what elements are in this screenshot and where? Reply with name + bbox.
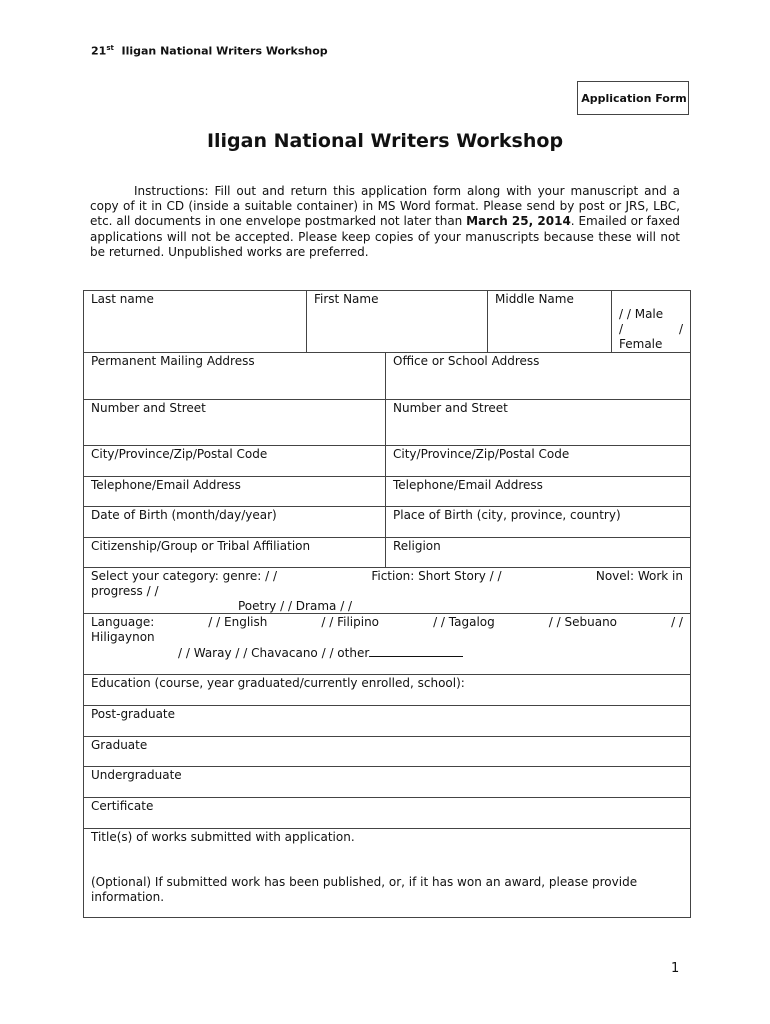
city-right-field[interactable] [385, 446, 690, 476]
education-row [84, 674, 690, 705]
graduate-field[interactable] [84, 737, 690, 754]
street-left-field[interactable] [84, 400, 385, 445]
instructions-text-before: Instructions: Fill out and return this application form along with your manuscript and a copy of it in CD (inside a suitable container) in MS Word format. Please send by post or JRS, LBC, etc. all documents in one envelope postmarked not later than [90, 184, 680, 229]
post-graduate-field[interactable] [84, 706, 690, 723]
category-field[interactable] [84, 568, 690, 615]
instructions-text-after: . Emailed or faxed applications will not be accepted. Please keep copies of your manuscripts because these will not be returned. Unpublished works are preferred. [90, 214, 680, 259]
name-row [84, 291, 690, 352]
telephone-row [84, 476, 690, 506]
language-tagalog[interactable]: / / Tagalog [433, 615, 495, 629]
titles-row [84, 828, 690, 917]
language-hiligaynon[interactable]: Hiligaynon [91, 630, 155, 644]
gender-slash-right: / [678, 322, 683, 336]
category-novel[interactable]: Novel: Work in [595, 569, 683, 583]
edition-number: 21 [91, 44, 107, 58]
header-title: Iligan National Writers Workshop [121, 44, 328, 58]
application-form-table [83, 290, 691, 918]
post-graduate-row [84, 705, 690, 736]
category-line-1 [91, 569, 683, 584]
application-form-label: Application Form [581, 91, 687, 105]
language-waray-chavacano-other[interactable]: / / Waray / / Chavacano / / other [178, 646, 370, 660]
tel-left-field[interactable] [84, 477, 385, 506]
page-number: 1 [671, 961, 680, 976]
gender-slash-left: / [619, 322, 624, 336]
other-language-blank[interactable] [369, 645, 463, 657]
certificate-row [84, 797, 690, 828]
street-left-label: Number and Street [91, 401, 206, 415]
graduate-row [84, 736, 690, 766]
undergraduate-label: Undergraduate [91, 768, 182, 782]
language-line-1 [91, 615, 683, 630]
undergraduate-field[interactable] [84, 767, 690, 784]
education-label: Education (course, year graduated/currently enrolled, school): [91, 676, 465, 690]
permanent-address-field[interactable] [84, 353, 385, 399]
application-form-box [577, 81, 689, 115]
first-name-field[interactable] [306, 291, 487, 352]
city-right-label: City/Province/Zip/Postal Code [393, 447, 570, 461]
undergraduate-row [84, 766, 690, 797]
language-filipino[interactable]: / / Filipino [321, 615, 380, 629]
language-line-3[interactable] [91, 645, 683, 661]
titles-field[interactable] [84, 829, 690, 906]
street-row [84, 399, 690, 445]
certificate-label: Certificate [91, 799, 154, 813]
running-header [91, 44, 328, 58]
edition-suffix: st [106, 44, 114, 52]
gender-female-option[interactable]: Female [619, 337, 663, 351]
category-fiction[interactable]: Fiction: Short Story / / [371, 569, 502, 583]
office-address-field[interactable] [385, 353, 690, 399]
last-name-label: Last name [91, 292, 154, 306]
office-address-label: Office or School Address [393, 354, 540, 368]
religion-label: Religion [393, 539, 441, 553]
category-line-2[interactable]: progress / / [91, 584, 159, 598]
gender-male-option[interactable]: / / Male [619, 307, 664, 321]
language-label: Language: [91, 615, 155, 629]
city-left-field[interactable] [84, 446, 385, 476]
pob-label: Place of Birth (city, province, country) [393, 508, 621, 522]
dob-field[interactable] [84, 507, 385, 537]
category-row [84, 567, 690, 613]
citizenship-label: Citizenship/Group or Tribal Affiliation [91, 539, 311, 553]
language-row [84, 613, 690, 674]
tel-left-label: Telephone/Email Address [91, 478, 241, 492]
category-line-3[interactable]: Poetry / / Drama / / [238, 599, 353, 613]
middle-name-field[interactable] [487, 291, 611, 352]
city-left-label: City/Province/Zip/Postal Code [91, 447, 268, 461]
citizenship-row [84, 537, 690, 567]
language-english[interactable]: / / English [208, 615, 268, 629]
gender-field[interactable] [611, 291, 690, 352]
tel-right-label: Telephone/Email Address [393, 478, 543, 492]
language-hiligaynon-check[interactable]: / / [671, 615, 683, 629]
first-name-label: First Name [314, 292, 379, 306]
pob-field[interactable] [385, 507, 690, 537]
street-right-label: Number and Street [393, 401, 508, 415]
titles-label: Title(s) of works submitted with application. [91, 830, 355, 844]
dob-label: Date of Birth (month/day/year) [91, 508, 277, 522]
street-right-field[interactable] [385, 400, 690, 445]
category-genre[interactable]: Select your category: genre: / / [91, 569, 278, 583]
page-title: Iligan National Writers Workshop [206, 130, 564, 152]
post-graduate-label: Post-graduate [91, 707, 176, 721]
last-name-field[interactable] [84, 291, 306, 352]
education-field [84, 675, 690, 692]
tel-right-field[interactable] [385, 477, 690, 506]
certificate-field[interactable] [84, 798, 690, 815]
gender-slashes [619, 322, 683, 337]
city-row [84, 445, 690, 476]
permanent-address-label: Permanent Mailing Address [91, 354, 255, 368]
religion-field[interactable] [385, 538, 690, 567]
citizenship-field[interactable] [84, 538, 385, 567]
deadline-date: March 25, 2014 [466, 214, 571, 229]
instructions-paragraph [90, 184, 680, 260]
optional-note: (Optional) If submitted work has been published, or, if it has won an award, please provide information. [91, 875, 638, 904]
graduate-label: Graduate [91, 738, 148, 752]
language-field[interactable] [84, 614, 690, 662]
middle-name-label: Middle Name [495, 292, 574, 306]
birth-row [84, 506, 690, 537]
address-header-row [84, 352, 690, 399]
language-sebuano[interactable]: / / Sebuano [548, 615, 618, 629]
